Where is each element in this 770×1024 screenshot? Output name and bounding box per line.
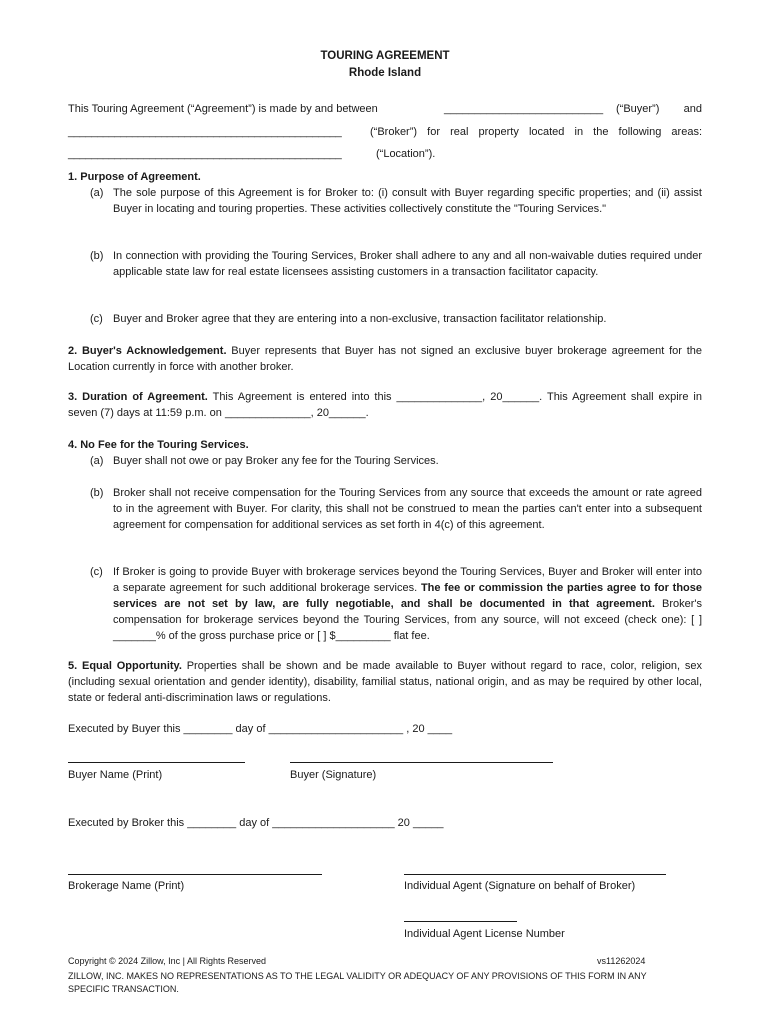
item-label: (c) [90,566,103,578]
section-1b [68,248,702,280]
section-3-text: This Agreement is entered into this ______________, 20______. This Agreement shall expire in seven (7) days at 11:59 p.m. on ______________, 20______. [68,391,702,419]
item-text: Buyer shall not owe or pay Broker any fee for the Touring Services. [113,455,439,467]
buyer-signature-label: Buyer (Signature) [290,769,377,781]
buyer-name-label: Buyer Name (Print) [68,769,163,781]
buyer-label: (“Buyer”) [616,103,660,115]
and-text: and [683,103,702,115]
section-1a [68,185,702,217]
buyer-name-line[interactable] [68,762,245,763]
section-4-heading: 4. No Fee for the Touring Services. [68,439,249,451]
item-label: (b) [90,250,104,262]
brokerage-name-line[interactable] [68,874,322,875]
agent-license-line[interactable] [404,921,517,922]
buyer-signature-line[interactable] [290,762,553,763]
agent-license-label: Individual Agent License Number [404,928,565,940]
section-3 [68,389,702,421]
item-text: Buyer and Broker agree that they are entering into a non-exclusive, transaction facilitator relationship. [113,313,607,325]
section-1c [68,311,702,327]
broker-name-blank[interactable]: _______________________________________________ [68,126,342,138]
footer-disclaimer: ZILLOW, INC. MAKES NO REPRESENTATIONS AS TO THE LEGAL VALIDITY OR ADEQUACY OF ANY PROVISIONS OF THIS FORM IN ANY SPECIFIC TRANSACTION. [68,971,647,994]
buyer-name-blank[interactable]: __________________________ [444,103,604,115]
item-label: (c) [90,313,103,325]
section-4a [68,453,702,469]
document-header [0,48,770,82]
location-label: (“Location”). [376,148,436,160]
item-label: (a) [90,455,104,467]
agent-signature-line[interactable] [404,874,666,875]
item-text-part: If Broker is going to provide Buyer with brokerage services beyond the Touring Services, Buyer and Broker will enter into a separate agreement for such additional brokerage services. [113,566,702,594]
broker-executed-line[interactable]: Executed by Broker this ________ day of ____________________ 20 _____ [68,817,444,829]
item-label: (a) [90,187,104,199]
intro-text: This Touring Agreement (“Agreement”) is made by and between [68,103,378,115]
section-1-heading: 1. Purpose of Agreement. [68,171,201,183]
item-label: (b) [90,487,104,499]
section-4b [68,485,702,533]
footer-copyright: Copyright © 2024 Zillow, Inc | All Rights Reserved [68,956,267,966]
section-2-text: Buyer represents that Buyer has not signed an exclusive buyer brokerage agreement for the Location currently in force with another broker. [68,345,703,373]
item-text: Broker shall not receive compensation for the Touring Services from any source that exceeds the amount or rate agreed to in the agreement with Buyer. For clarity, this shall not be construed to mean the parties can't enter into a subsequent agreement for compensation for additional services as set forth in 4(c) of this agreement. [113,487,702,531]
item-bold-text: The fee or commission the parties agree to for those services are not set by law, are fully negotiable, and shall be documented in that agreement. [113,582,702,610]
buyer-executed-line[interactable]: Executed by Buyer this ________ day of ______________________ , 20 ____ [68,723,453,735]
brokerage-name-label: Brokerage Name (Print) [68,880,185,892]
section-5-heading: 5. Equal Opportunity. [68,660,182,672]
broker-text: (“Broker”) for real property located in the following areas: [370,126,702,138]
document-state: Rhode Island [348,67,422,79]
section-3-heading: 3. Duration of Agreement. [68,391,208,403]
section-2 [68,343,702,375]
intro-line-1 [68,101,702,117]
intro-line-3 [68,146,702,162]
item-text [113,564,702,644]
item-text: In connection with providing the Touring Services, Broker shall adhere to any and all non-waivable duties required under applicable state law for real estate licensees assisting customers in a transaction facilitator capacity. [113,250,702,278]
footer-version: vs11262024 [597,956,646,966]
location-blank[interactable]: _______________________________________________ [68,148,342,160]
section-5 [68,658,702,706]
section-2-heading: 2. Buyer's Acknowledgement. [68,345,227,357]
item-text: The sole purpose of this Agreement is for Broker to: (i) consult with Buyer regarding specific properties; and (ii) assist Buyer in locating and touring properties. These activities collectively constitute the "Touring Services." [113,187,702,215]
item-text-part: Broker's compensation for brokerage services beyond the Touring Services, from any source, will not exceed (check one): [ ] _______% of the gross purchase price or [ ] $_________ flat fee. [113,598,702,642]
agent-signature-label: Individual Agent (Signature on behalf of Broker) [404,880,636,892]
section-4c [68,564,702,644]
document-title: TOURING AGREEMENT [320,50,450,62]
section-5-text: Properties shall be shown and be made available to Buyer without regard to race, color, religion, sex (including sexual orientation and gender identity), disability, familial status, national origin, and as may be required by other local, state or federal anti-discrimination laws or regulations. [68,660,702,704]
